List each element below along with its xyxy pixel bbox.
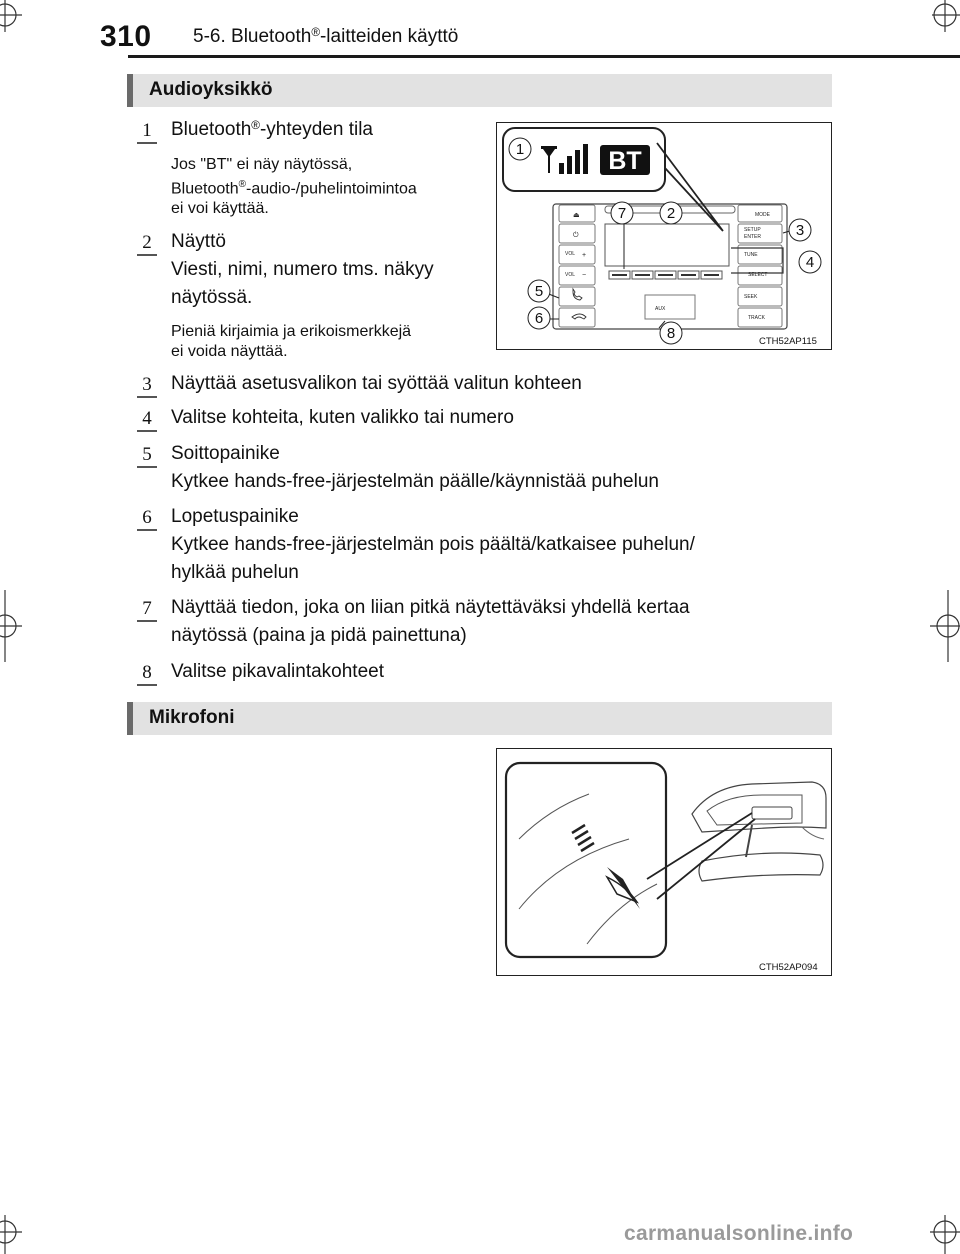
svg-text:4: 4 (805, 254, 815, 271)
setup-label: SETUP (744, 227, 761, 233)
item-title: Lopetuspainike (171, 506, 299, 527)
enter-label: ENTER (744, 234, 761, 240)
svg-text:2: 2 (666, 205, 676, 222)
item-desc: Viesti, nimi, numero tms. näkyy näytössä. (171, 259, 434, 308)
item-title: Valitse pikavalintakohteet (171, 661, 384, 682)
svg-text:5: 5 (534, 283, 544, 300)
microphone-illustration (497, 749, 830, 974)
item-number: 6 (137, 507, 157, 531)
svg-text:−: − (582, 272, 587, 279)
item-title: Bluetooth®-yhteyden tila (171, 118, 373, 140)
svg-text:⏻: ⏻ (573, 232, 579, 239)
svg-text:8: 8 (666, 325, 676, 342)
item-number: 4 (137, 408, 157, 432)
item-desc: Kytkee hands-free-järjestelmän pois päältä/katkaisee puhelun/ hylkää puhelun (171, 534, 695, 583)
item-number: 2 (137, 232, 157, 256)
item-title: Näyttö (171, 231, 226, 252)
vol-minus-label: VOL (565, 272, 576, 278)
item-title: Näyttää tiedon, joka on liian pitkä näytettäväksi yhdellä kertaa näytössä (paina ja pidä painettuna) (171, 597, 690, 646)
figure-code: CTH52AP094 (759, 962, 818, 973)
section-title: Audioyksikkö (149, 79, 273, 100)
section-title: Mikrofoni (149, 707, 235, 728)
item-number: 1 (137, 120, 157, 144)
svg-text:⏏: ⏏ (573, 212, 580, 219)
chapter-title: 5-6. Bluetooth®-laitteiden käyttö (193, 25, 459, 47)
tune-label: TUNE (744, 252, 758, 258)
item-note: Pieniä kirjaimia ja erikoismerkkejä ei voida näyttää. (171, 323, 412, 360)
audio-unit-illustration (497, 123, 830, 348)
aux-label: AUX (655, 306, 666, 312)
watermark: carmanualsonline.info (624, 1222, 854, 1245)
item-title: Valitse kohteita, kuten valikko tai numero (171, 407, 514, 428)
svg-text:BT: BT (608, 147, 642, 175)
section-heading-microphone (127, 702, 832, 735)
audio-unit-figure (496, 122, 832, 350)
item-note: Jos "BT" ei näy näytössä, Bluetooth®-audio-/puhelintoimintoa ei voi käyttää. (171, 156, 417, 218)
item-number: 3 (137, 374, 157, 398)
header-rule (128, 55, 960, 58)
item-title: Soittopainike (171, 443, 280, 464)
mode-label: MODE (755, 212, 770, 218)
svg-text:1: 1 (515, 141, 525, 158)
page-number: 310 (100, 20, 152, 53)
item-desc: Kytkee hands-free-järjestelmän päälle/käynnistää puhelun (171, 471, 659, 492)
figure-code: CTH52AP115 (759, 336, 817, 347)
select-label: SELECT (748, 272, 768, 278)
vol-plus-label: VOL (565, 251, 576, 257)
section-heading-audio (127, 74, 832, 107)
item-title: Näyttää asetusvalikon tai syöttää valitun kohteen (171, 373, 582, 394)
svg-text:+: + (582, 252, 587, 259)
track-label: TRACK (748, 315, 765, 321)
svg-text:7: 7 (617, 205, 627, 222)
seek-label: SEEK (744, 294, 758, 300)
svg-text:3: 3 (795, 222, 805, 239)
item-number: 7 (137, 598, 157, 622)
item-number: 8 (137, 662, 157, 686)
svg-text:6: 6 (534, 310, 544, 327)
microphone-figure (496, 748, 832, 976)
item-number: 5 (137, 444, 157, 468)
